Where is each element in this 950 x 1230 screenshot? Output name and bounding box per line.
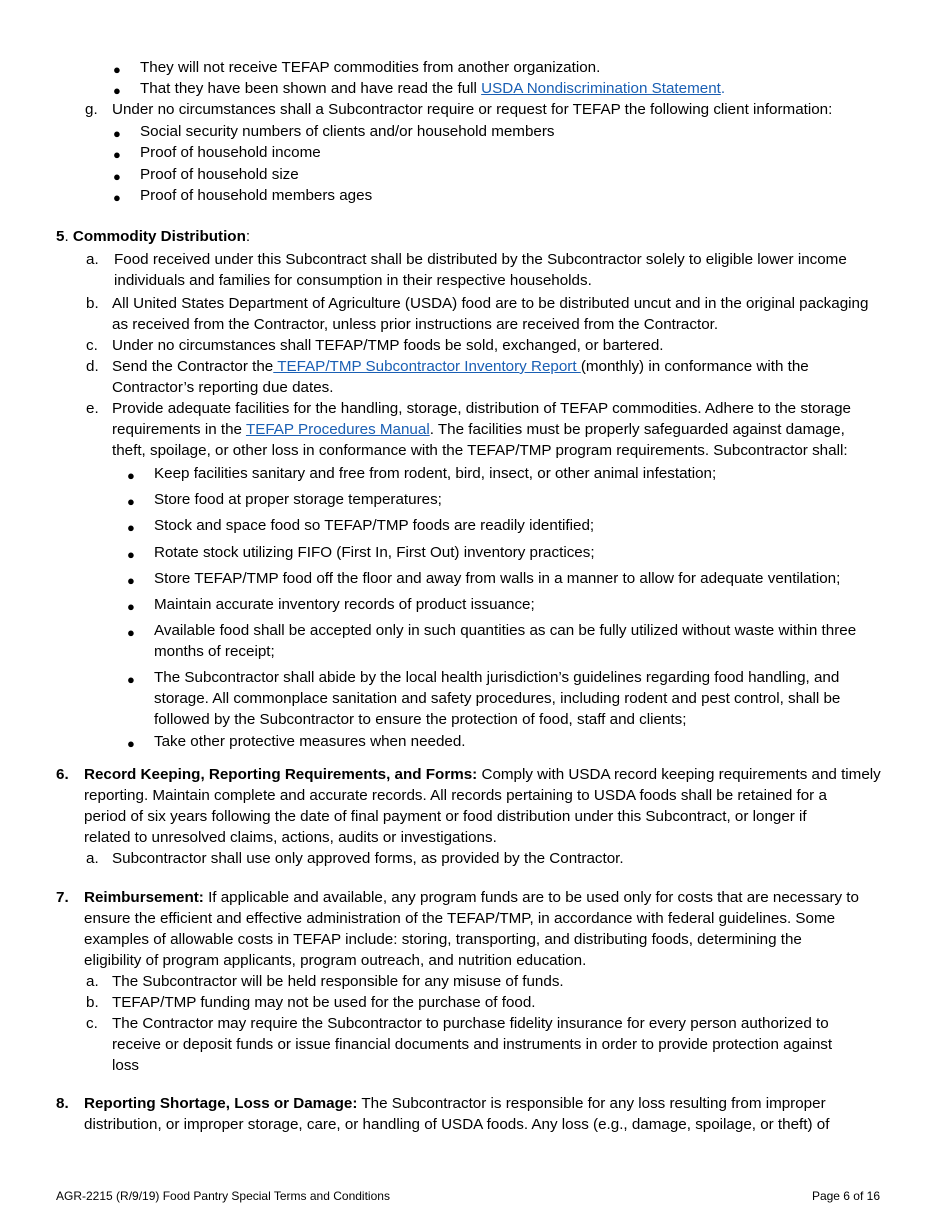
bullet-marker: ● [113,169,121,184]
list-item: Provide adequate facilities for the handling, storage, distribution of TEFAP commodities. Adhere to the storage [112,400,851,417]
list-item: followed by the Subcontractor to ensure the protection of food, staff and clients; [154,711,687,728]
bullet-marker: ● [127,599,135,614]
list-item: Proof of household size [140,166,299,183]
list-marker: c. [86,337,98,354]
list-item: as received from the Contractor, unless prior instructions are received from the Contractor. [112,316,719,333]
bullet-marker: ● [127,547,135,562]
list-item: Rotate stock utilizing FIFO (First In, First Out) inventory practices; [154,544,595,561]
bullet-marker: ● [127,672,135,687]
paragraph-line: distribution, or improper storage, care, or handling of USDA foods. Any loss (e.g., damage, spoilage, or theft) of [84,1116,830,1133]
bullet-marker: ● [127,625,135,640]
section-8-heading: Reporting Shortage, Loss or Damage: The Subcontractor is responsible for any loss resulting from improper [84,1095,826,1112]
list-marker: c. [86,1015,98,1032]
footer-page-number: Page 6 of 16 [811,1189,880,1203]
section-7-heading: Reimbursement: If applicable and available, any program funds are to be used only for costs that are necessary to [84,889,859,906]
paragraph-line: reporting. Maintain complete and accurate records. All records pertaining to USDA foods shall be retained for a [84,787,827,804]
list-item: Store TEFAP/TMP food off the floor and away from walls in a manner to allow for adequate ventilation; [154,570,841,587]
list-item: Food received under this Subcontract shall be distributed by the Subcontractor solely to eligible lower income [114,251,847,268]
list-marker: a. [86,850,99,867]
list-item: The Contractor may require the Subcontractor to purchase fidelity insurance for every person authorized to [112,1015,829,1032]
list-item: Send the Contractor the TEFAP/TMP Subcontractor Inventory Report (monthly) in conformance with the [112,358,809,375]
section-5-heading: 5. Commodity Distribution: [56,228,251,245]
list-item: They will not receive TEFAP commodities from another organization. [140,59,601,76]
list-item: Keep facilities sanitary and free from rodent, bird, insect, or other animal infestation; [154,465,717,482]
list-item: requirements in the TEFAP Procedures Manual. The facilities must be properly safeguarded against damage, [112,421,845,438]
bullet-marker: ● [113,190,121,205]
bullet-marker: ● [127,468,135,483]
usda-nondiscrimination-link[interactable]: USDA Nondiscrimination Statement [481,80,721,97]
list-item: Under no circumstances shall a Subcontractor require or request for TEFAP the following client information: [112,101,833,118]
list-item: Maintain accurate inventory records of product issuance; [154,596,535,613]
bullet-marker: ● [113,83,121,98]
list-marker: a. [86,251,99,268]
section-number: 8. [56,1095,69,1112]
list-item: Contractor’s reporting due dates. [112,379,334,396]
list-item: loss [112,1057,140,1074]
list-item: Proof of household income [140,144,321,161]
list-item: Under no circumstances shall TEFAP/TMP foods be sold, exchanged, or bartered. [112,337,664,354]
inventory-report-link[interactable]: TEFAP/TMP Subcontractor Inventory Report [273,358,581,375]
procedures-manual-link[interactable]: TEFAP Procedures Manual [245,421,430,438]
list-item: That they have been shown and have read the full USDA Nondiscrimination Statement. [140,80,726,97]
list-item: Proof of household members ages [140,187,373,204]
list-marker: a. [86,973,99,990]
list-item: individuals and families for consumption in their respective households. [114,272,592,289]
list-item: months of receipt; [154,643,275,660]
list-item: The Subcontractor shall abide by the local health jurisdiction’s guidelines regarding food handling, and [154,669,840,686]
list-item: Stock and space food so TEFAP/TMP foods are readily identified; [154,517,595,534]
list-marker: d. [86,358,99,375]
list-item: Subcontractor shall use only approved forms, as provided by the Contractor. [112,850,624,867]
list-item: TEFAP/TMP funding may not be used for the purchase of food. [112,994,536,1011]
list-item: Take other protective measures when needed. [154,733,466,750]
paragraph-line: related to unresolved claims, actions, audits or investigations. [84,829,497,846]
list-item: Social security numbers of clients and/or household members [140,123,555,140]
footer-form-id: AGR-2215 (R/9/19) Food Pantry Special Terms and Conditions [56,1189,390,1203]
bullet-marker: ● [113,147,121,162]
list-item: receive or deposit funds or issue financial documents and instruments in order to provide protection against [112,1036,833,1053]
bullet-marker: ● [113,62,121,77]
list-item: The Subcontractor will be held responsible for any misuse of funds. [112,973,564,990]
bullet-marker: ● [127,573,135,588]
bullet-marker: ● [127,494,135,509]
list-marker: e. [86,400,99,417]
list-marker: b. [86,994,99,1011]
list-marker: g. [85,101,98,118]
bullet-marker: ● [113,126,121,141]
section-number: 6. [56,766,69,783]
section-number: 7. [56,889,69,906]
list-marker: b. [86,295,99,312]
list-item: All United States Department of Agriculture (USDA) food are to be distributed uncut and in the original packaging [112,295,869,312]
section-6-heading: Record Keeping, Reporting Requirements, and Forms: Comply with USDA record keeping requirements and timely [84,766,881,783]
paragraph-line: ensure the efficient and effective administration of the TEFAP/TMP, in accordance with federal guidelines. Some [84,910,836,927]
list-item: Store food at proper storage temperatures; [154,491,442,508]
bullet-marker: ● [127,736,135,751]
list-item: theft, spoilage, or other loss in conformance with the TEFAP/TMP program requirements. Subcontractor shall: [112,442,848,459]
bullet-marker: ● [127,520,135,535]
list-item: storage. All commonplace sanitation and safety procedures, including rodent and pest control, shall be [154,690,841,707]
paragraph-line: period of six years following the date of final payment or food distribution under this Subcontract, or longer if [84,808,807,825]
paragraph-line: examples of allowable costs in TEFAP include: storing, transporting, and distributing foods, determining the [84,931,802,948]
list-item: Available food shall be accepted only in such quantities as can be fully utilized without waste within three [154,622,857,639]
paragraph-line: eligibility of program applicants, program outreach, and nutrition education. [84,952,587,969]
